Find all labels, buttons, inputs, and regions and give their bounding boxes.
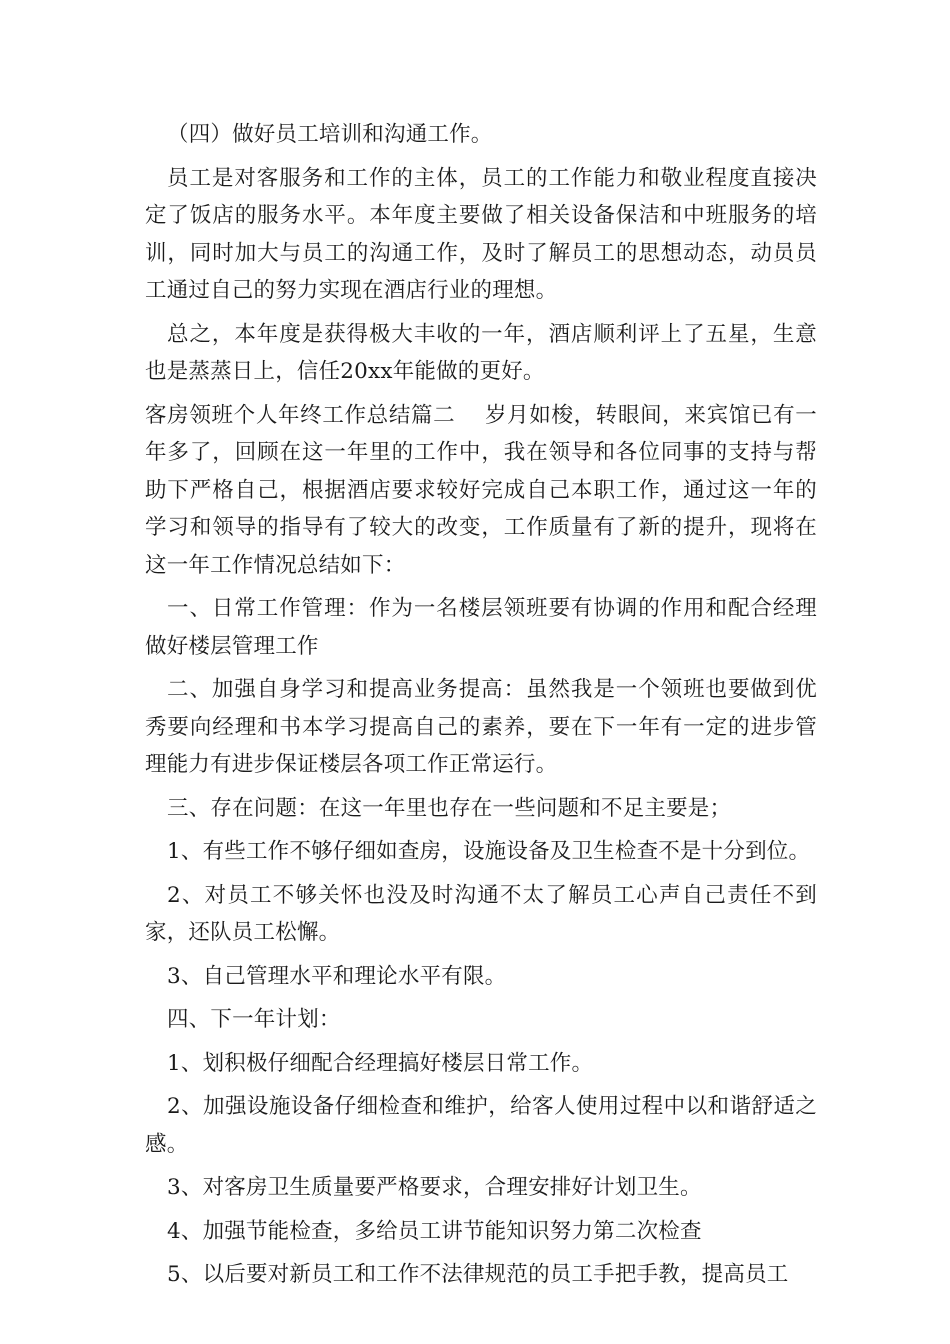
plan-item-4: 4、加强节能检查，多给员工讲节能知识努力第二次检查 [167,1218,702,1244]
problem-item-2: 2、对员工不够关怀也没及时沟通不太了解员工心声自己责任不到家，还队员工松懈。 [145,882,817,945]
plan-item-1: 1、划积极仔细配合经理搞好楼层日常工作。 [167,1050,594,1076]
plan-item-2: 2、加强设施设备仔细检查和维护，给客人使用过程中以和谐舒适之感。 [145,1094,817,1157]
item-self-study: 二、加强自身学习和提高业务提高：虽然我是一个领班也要做到优秀要向经理和书本学习提高自己的素养，要在下一年有一定的进步管理能力有进步保证楼层各项工作正常运行。 [145,677,817,777]
plan-item-5: 5、以后要对新员工和工作不法律规范的员工手把手教，提高员工 [167,1262,789,1287]
problem-item-1: 1、有些工作不够仔细如查房，设施设备及卫生检查不是十分到位。 [167,839,811,864]
item-daily-management: 一、日常工作管理：作为一名楼层领班要有协调的作用和配合经理做好楼层管理工作 [145,596,817,659]
item-next-year-plan: 四、下一年计划： [167,1007,341,1032]
problem-item-3: 3、自己管理水平和理论水平有限。 [167,963,507,989]
item-existing-problems: 三、存在问题：在这一年里也存在一些问题和不足主要是； [167,795,732,821]
paragraph-article-two-intro: 客房领班个人年终工作总结篇二 岁月如梭，转眼间，来宾馆已有一年多了，回顾在这一年里的工作中，我在领导和各位同事的支持与帮助下严格自己，根据酒店要求较好完成自己本职工作，通过这一年的学习和领导的指导有了较大的改变，工作质量有了新的提升，现将在这一年工作情况总结如下： [145,402,817,578]
document-body [145,116,817,1294]
plan-item-3: 3、对客房卫生质量要严格要求，合理安排好计划卫生。 [167,1175,702,1200]
paragraph-summary: 总之，本年度是获得极大丰收的一年，酒店顺利评上了五星，生意也是蒸蒸日上，信任20xx年能做的更好。 [145,321,817,384]
paragraph-staff-training: 员工是对客服务和工作的主体，员工的工作能力和敬业程度直接决定了饭店的服务水平。本年度主要做了相关设备保洁和中班服务的培训，同时加大与员工的沟通工作，及时了解员工的思想动态，动员员工通过自己的努力实现在酒店行业的理想。 [145,165,817,303]
section-heading-training: （四）做好员工培训和沟通工作。 [167,122,493,147]
